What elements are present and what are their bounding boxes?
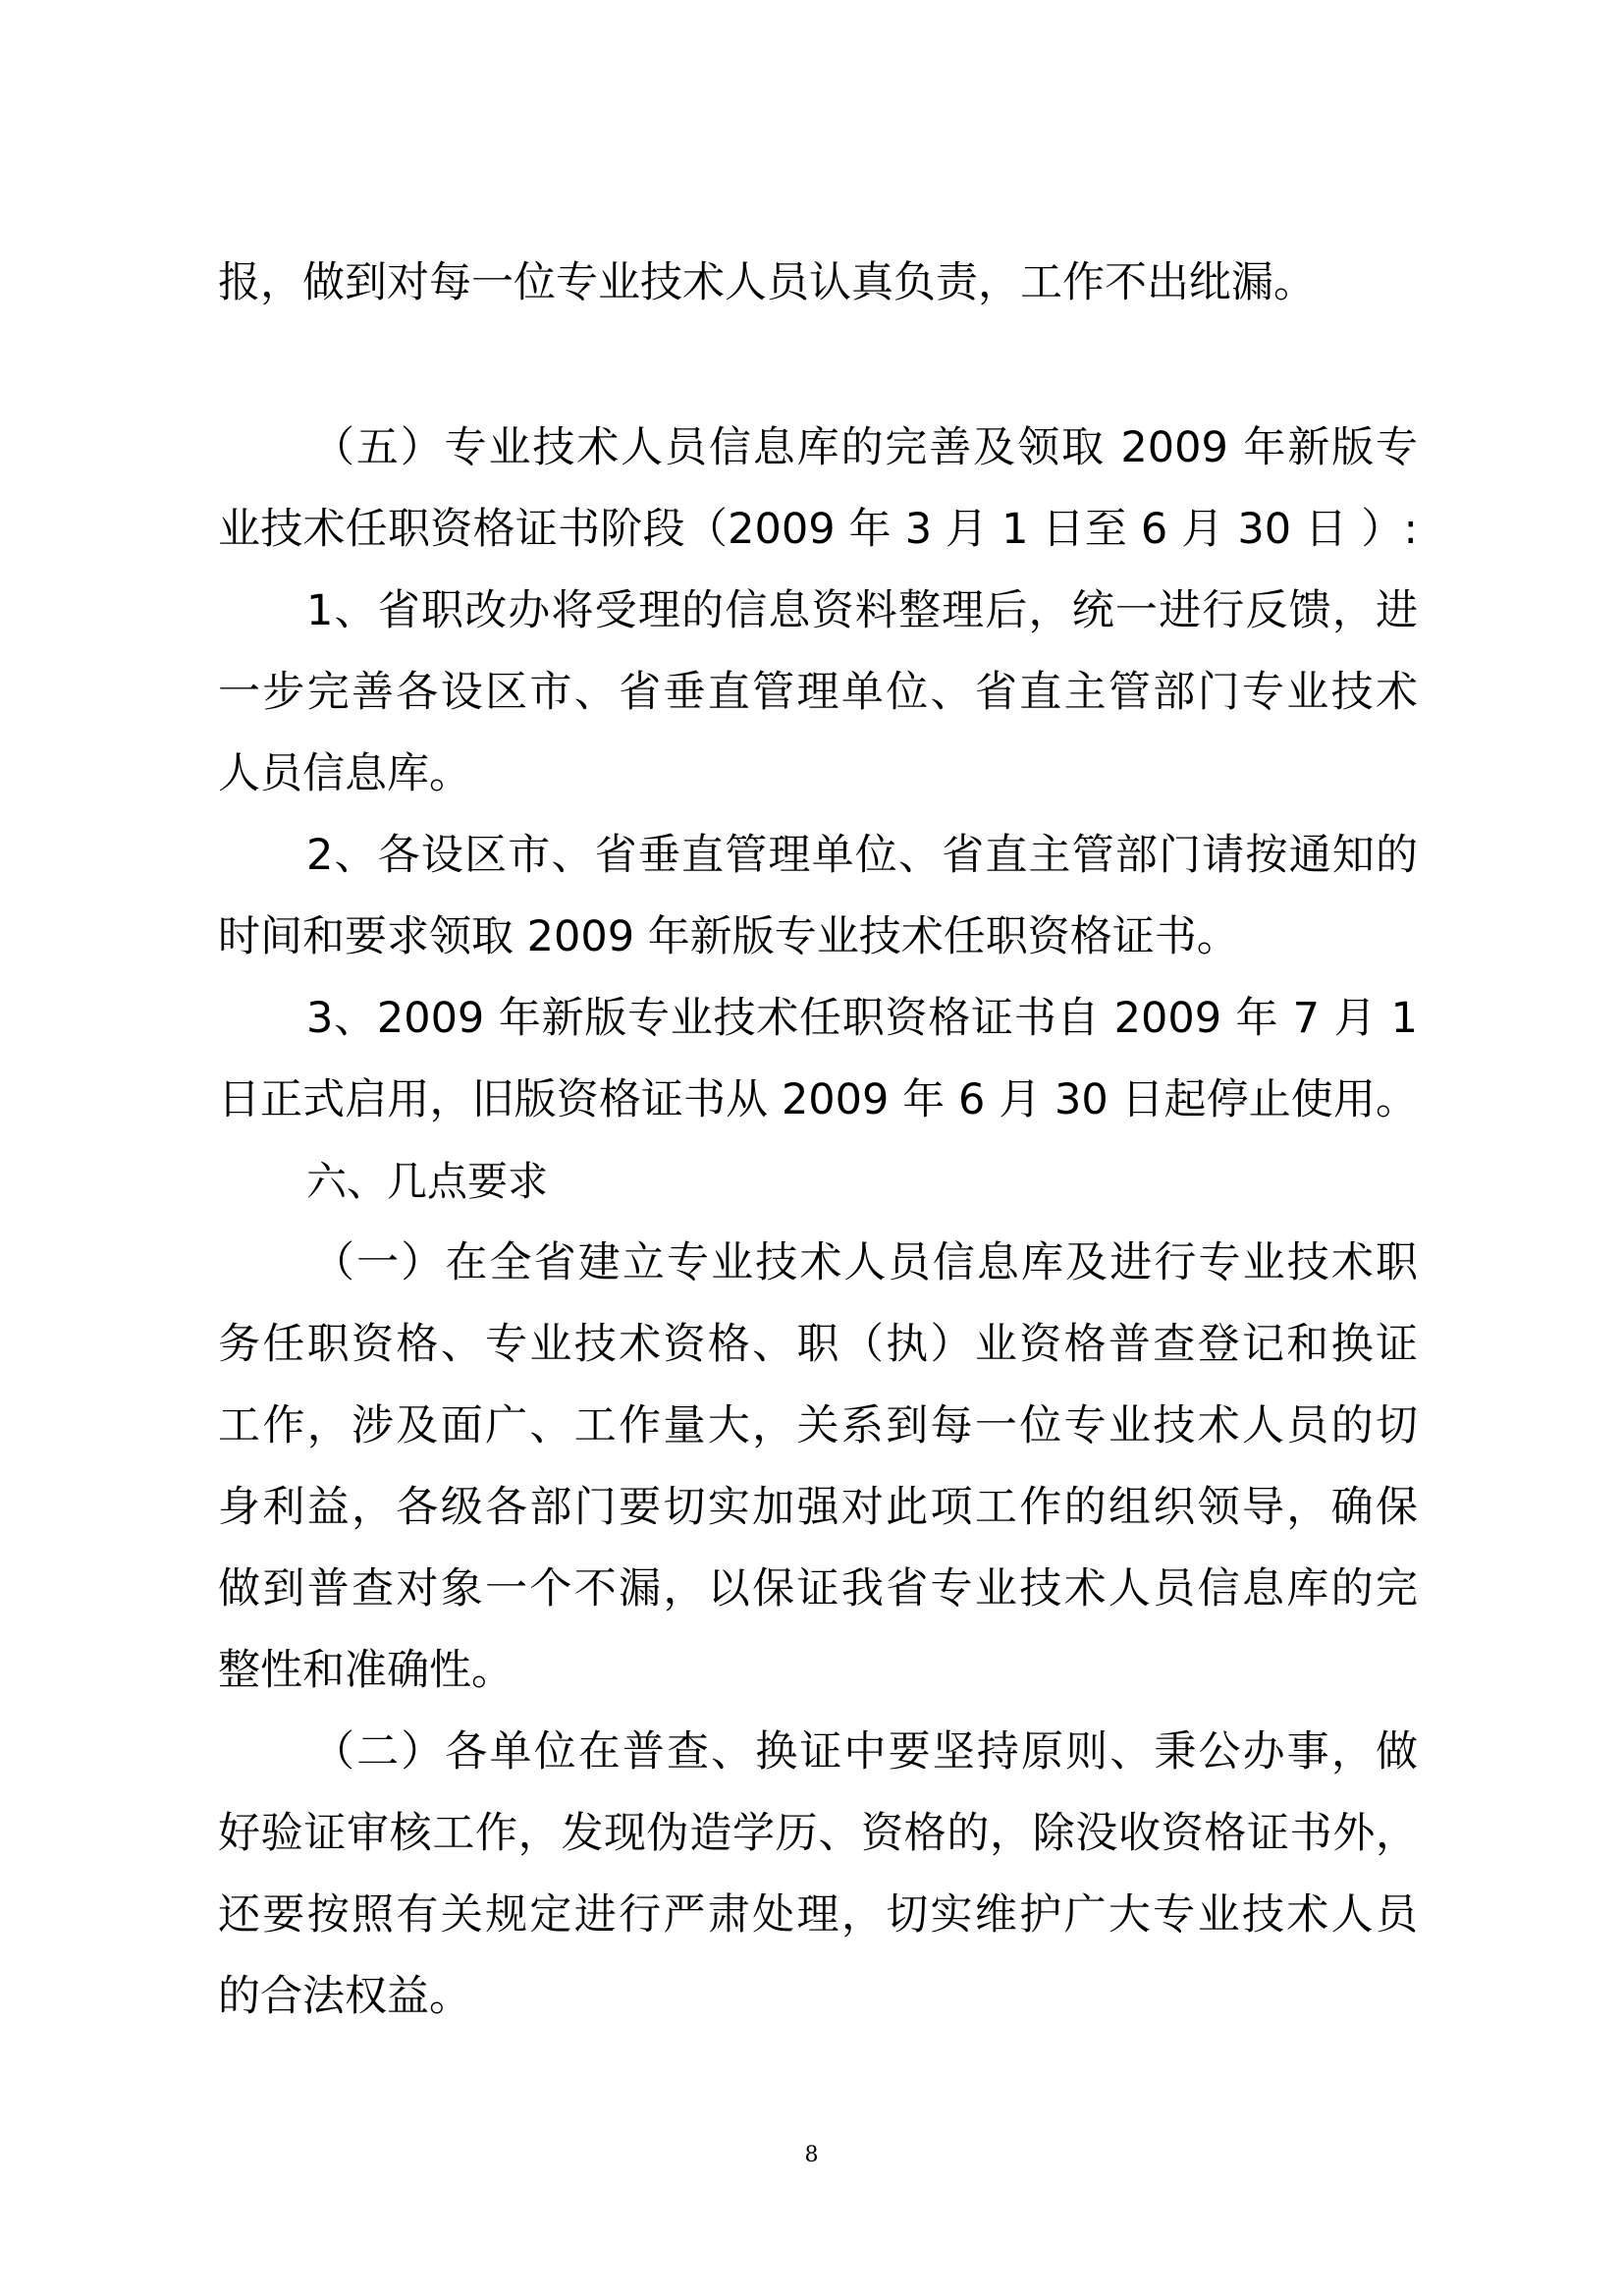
body-line: 的合法权益。 [218, 1972, 471, 2021]
section-heading: 六、几点要求 [306, 1158, 548, 1205]
paragraph-line: （二）各单位在普查、换证中要坚持原则、秉公办事，做 [312, 1727, 1418, 1777]
body-line: 业技术任职资格证书阶段（2009 年 3 月 1 日至 6 月 30 日 ）: [218, 505, 1418, 554]
body-line: 好验证审核工作，发现伪造学历、资格的，除没收资格证书外， [218, 1809, 1418, 1858]
body-line: 工作，涉及面广、工作量大，关系到每一位专业技术人员的切 [218, 1401, 1418, 1450]
body-line: 还要按照有关规定进行严肃处理，切实维护广大专业技术人员 [218, 1890, 1418, 1940]
body-line: 务任职资格、专业技术资格、职（执）业资格普查登记和换证 [218, 1320, 1418, 1369]
paragraph-line: （一）在全省建立专业技术人员信息库及进行专业技术职 [312, 1238, 1418, 1287]
body-line: 做到普查对象一个不漏，以保证我省专业技术人员信息库的完 [218, 1564, 1418, 1613]
body-line: 报，做到对每一位专业技术人员认真负责，工作不出纰漏。 [218, 258, 1316, 307]
list-item-line: 3、2009 年新版专业技术任职资格证书自 2009 年 7 月 1 [306, 994, 1418, 1043]
page-number: 8 [804, 2143, 819, 2167]
body-line: 一步完善各设区市、省垂直管理单位、省直主管部门专业技术 [218, 668, 1418, 717]
list-item-line: 1、省职改办将受理的信息资料整理后，统一进行反馈，进 [306, 586, 1418, 635]
body-line: 人员信息库。 [218, 749, 471, 798]
body-line: 整性和准确性。 [218, 1646, 514, 1695]
body-line: 时间和要求领取 2009 年新版专业技术任职资格证书。 [218, 912, 1239, 961]
body-line: 身利益，各级各部门要切实加强对此项工作的组织领导，确保 [218, 1483, 1418, 1532]
list-item-line: 2、各设区市、省垂直管理单位、省直主管部门请按通知的 [306, 831, 1418, 880]
section-heading-line: （五）专业技术人员信息库的完善及领取 2009 年新版专 [312, 423, 1418, 472]
body-line: 日正式启用，旧版资格证书从 2009 年 6 月 30 日起停止使用。 [218, 1075, 1418, 1124]
